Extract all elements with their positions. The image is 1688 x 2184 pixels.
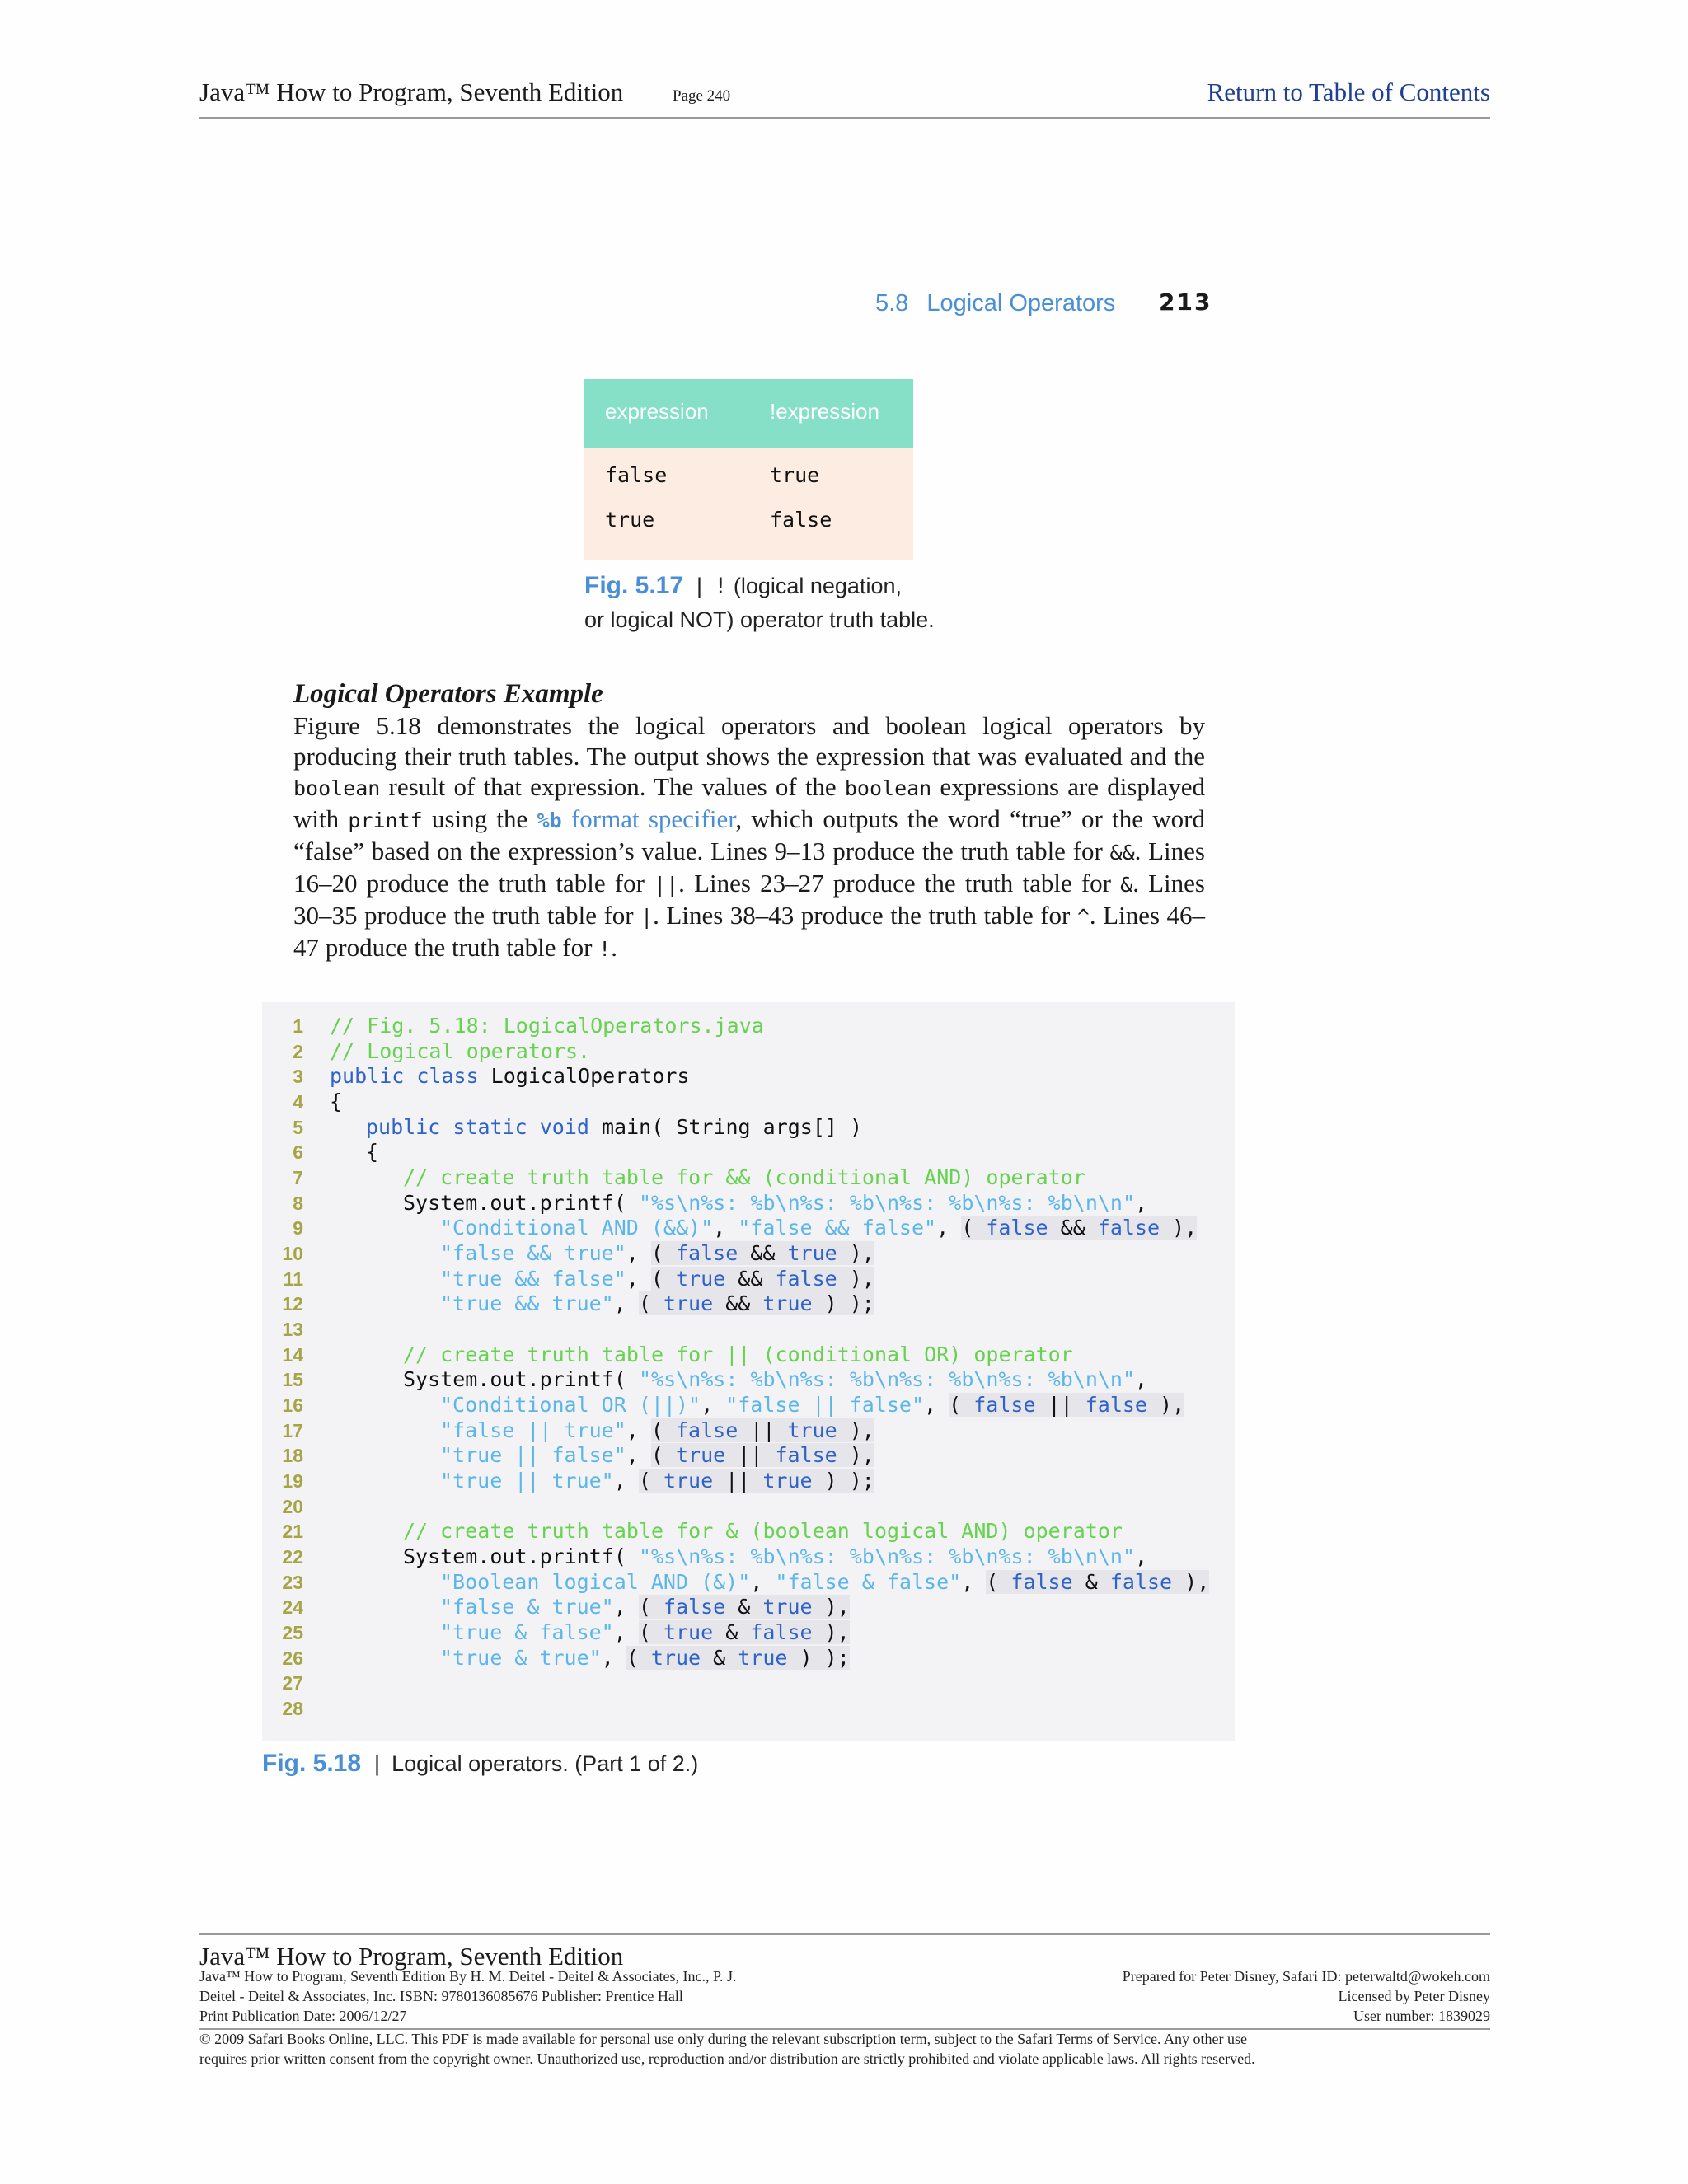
table-cell: false [605,463,668,487]
footer-license: Licensed by Peter Disney [1338,1988,1490,2004]
line-number: 10 [282,1243,303,1264]
code-line: // Fig. 5.18: LogicalOperators.java [330,1014,764,1038]
code-line: "false & true", ( false & true ), [440,1595,850,1619]
code-line: "false && true", ( false && true ), [440,1241,874,1265]
table-cell: true [605,508,655,532]
line-number: 21 [282,1521,303,1542]
table-cell: true [770,463,820,487]
line-number: 13 [282,1319,303,1340]
line-number: 3 [293,1066,303,1087]
code-line: public class LogicalOperators [330,1064,690,1088]
truth-table [584,379,913,560]
line-number: 23 [282,1572,303,1593]
table-of-contents-link[interactable]: Return to Table of Contents [1207,77,1490,106]
line-number: 20 [282,1496,303,1517]
caption-text: Logical operators. (Part 1 of 2.) [392,1751,699,1776]
table-header-not-expression: !expression [770,399,879,424]
not-operator: ! [714,574,728,599]
book-title: Java™ How to Program, Seventh Edition [199,77,624,106]
code-line: "true || false", ( true || false ), [440,1443,874,1467]
code-line: "false || true", ( false || true ), [440,1418,874,1442]
truth-table-body [584,448,913,560]
footer-user-number: User number: 1839029 [1353,2008,1490,2024]
caption-text: or logical NOT) operator truth table. [584,607,935,632]
code-line: "true || true", ( true || true ) ); [440,1469,874,1493]
line-number: 25 [282,1622,303,1643]
line-number: 2 [293,1041,303,1062]
footer-book-info: Deitel - Deitel & Associates, Inc. ISBN: 9780136085676 Publisher: Prentice Hall [199,1988,683,2004]
line-number: 16 [282,1394,303,1416]
line-number: 4 [293,1091,303,1113]
footer-divider [199,2028,1490,2030]
footer-prepared-for: Prepared for Peter Disney, Safari ID: peterwaltd@wokeh.com [1122,1968,1490,1985]
code-line: "true && true", ( true && true ) ); [440,1291,874,1315]
code-line: System.out.printf( "%s\n%s: %b\n%s: %b\n%s: %b\n%s: %b\n\n", [403,1191,1148,1215]
line-number: 11 [283,1268,303,1290]
line-number: 15 [282,1369,303,1390]
code-line: { [366,1140,379,1164]
code-line: System.out.printf( "%s\n%s: %b\n%s: %b\n%s: %b\n%s: %b\n\n", [403,1367,1148,1391]
caption-text: (logical negation, [733,574,902,598]
running-head-section [875,290,1115,317]
line-number: 8 [293,1193,303,1214]
figure-caption-5-17: Fig. 5.17 | ! (logical negation, or logical NOT) operator truth table. [584,572,935,632]
code-listing [262,1002,1235,1741]
line-number: 17 [282,1420,303,1441]
line-number: 22 [282,1546,303,1568]
code-line: public static void main( String args[] ) [366,1115,863,1139]
truth-table-header [584,379,913,448]
section-number: 5.8 [875,290,909,316]
line-number: 18 [282,1445,303,1466]
table-header-expression: expression [605,399,709,424]
line-number: 12 [282,1293,303,1315]
page-header [199,77,1490,119]
code-line: // create truth table for & (boolean logical AND) operator [403,1519,1123,1543]
code-line: "true & false", ( true & false ), [440,1620,850,1644]
table-cell: false [770,508,832,532]
figure-caption-5-18: Fig. 5.18 | Logical operators. (Part 1 of 2.) [262,1750,699,1777]
footer-publication-date: Print Publication Date: 2006/12/27 [199,2008,407,2024]
figure-label: Fig. 5.17 [584,572,684,599]
code-line: // create truth table for && (conditional AND) operator [403,1165,1085,1189]
code-line: System.out.printf( "%s\n%s: %b\n%s: %b\n%s: %b\n%s: %b\n\n", [403,1544,1148,1568]
page-indicator: Page 240 [673,87,731,105]
body-paragraph: Figure 5.18 demonstrates the logical operators and boolean logical operators by producing their truth tables. The output shows the expression that was evaluated and the boolean result of that expression. The values of the boolean expressions are displayed with printf using the %b format specifier, which outputs the word “true” or the word “false” based on the expression’s value. Lines 9–13 produce the truth table for &&. Lines 16–20 produce the truth table for ||. Lines 23–27 produce the truth table for &. Lines 30–35 produce the truth table for |. Lines 38–43 produce the truth table for ^. Lines 46–47 produce the truth table for !. [293,711,1206,962]
footer-title: Java™ How to Program, Seventh Edition [199,1942,624,1971]
footer-book-info: Java™ How to Program, Seventh Edition By H. M. Deitel - Deitel & Associates, Inc., P. J. [199,1968,737,1985]
code-line: // Logical operators. [330,1039,591,1063]
code-line: "Conditional OR (||)", "false || false", ( false || false ), [440,1393,1185,1417]
page-footer [199,1933,1490,2075]
line-number: 14 [282,1344,303,1366]
format-specifier-link[interactable]: %b format specifier [537,804,736,833]
code-line: { [330,1090,343,1113]
code-line: "Boolean logical AND (&)", "false & false", ( false & false ), [440,1570,1210,1594]
line-number: 28 [282,1698,303,1719]
line-number: 6 [293,1141,303,1163]
footer-copyright: requires prior written consent from the copyright owner. Unauthorized use, reproduction and/or distribution are strictly prohibited and violate applicable laws. All rights reserved. [199,2050,1255,2067]
line-number: 24 [282,1596,303,1618]
line-number: 9 [293,1217,303,1239]
code-line: // create truth table for || (conditional OR) operator [403,1343,1073,1366]
subsection-title: Logical Operators Example [293,679,603,709]
line-number: 5 [293,1117,303,1138]
line-number: 1 [293,1015,303,1037]
line-number: 26 [282,1647,303,1669]
line-number: 19 [282,1470,303,1492]
section-title: Logical Operators [926,290,1116,316]
footer-copyright: © 2009 Safari Books Online, LLC. This PDF is made available for personal use only during the relevant subscription term, subject to the Safari Terms of Service. Any other use [199,2031,1247,2047]
figure-label: Fig. 5.18 [262,1750,362,1777]
line-number: 27 [282,1672,303,1694]
code-line: "true & true", ( true & true ) ); [440,1646,850,1670]
code-line: "Conditional AND (&&)", "false && false", ( false && false ), [440,1216,1198,1240]
running-head-page-number: 213 [1159,288,1212,316]
line-number: 7 [293,1167,303,1188]
code-line: "true && false", ( true && false ), [440,1267,874,1291]
